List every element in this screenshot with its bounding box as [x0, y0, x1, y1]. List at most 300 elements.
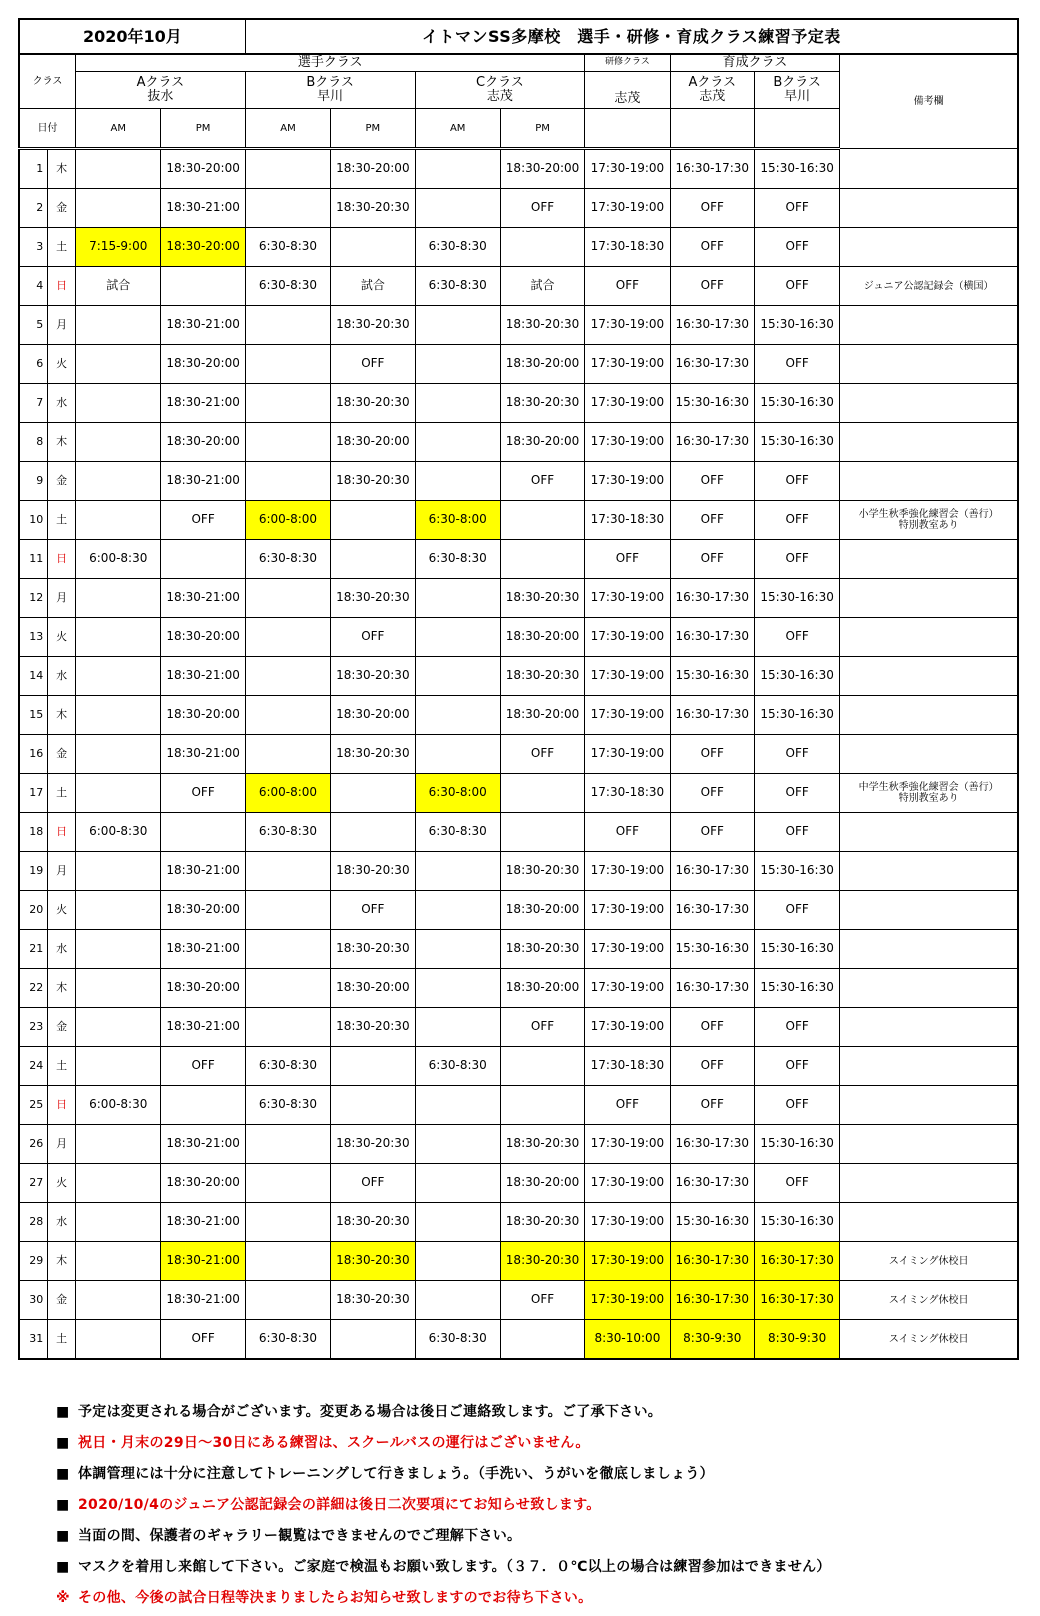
- table-row: [19, 891, 1018, 930]
- notice-item: [56, 1522, 1016, 1553]
- day-of-week: 土: [48, 774, 76, 813]
- cell-senshu-b-am: [245, 1281, 330, 1320]
- cell-ikusei-a: 15:30-16:30: [670, 930, 754, 969]
- ikusei-b-coach: 早川: [784, 89, 811, 104]
- cell-ikusei-b: 16:30-17:30: [754, 1281, 839, 1320]
- cell-kenshu: 17:30-19:00: [585, 384, 670, 423]
- table-row: [19, 1164, 1018, 1203]
- notice-text: 2020/10/4のジュニア公認記録会の詳細は後日二次要項にてお知らせ致します。: [78, 1497, 601, 1513]
- day-number: 3: [19, 228, 48, 267]
- senshu-c-pm: PM: [500, 109, 584, 149]
- cell-senshu-c-pm: 18:30-20:00: [500, 891, 584, 930]
- cell-senshu-a-am: [76, 462, 161, 501]
- table-row: [19, 1125, 1018, 1164]
- remarks-cell: [840, 462, 1018, 501]
- cell-senshu-a-am: [76, 891, 161, 930]
- cell-ikusei-b: 15:30-16:30: [754, 852, 839, 891]
- day-of-week: 土: [48, 501, 76, 540]
- cell-kenshu: 17:30-19:00: [585, 657, 670, 696]
- day-number: 19: [19, 852, 48, 891]
- cell-kenshu: 17:30-19:00: [585, 579, 670, 618]
- notice-item: [56, 1460, 1016, 1491]
- day-number: 11: [19, 540, 48, 579]
- ikusei-group-header: 育成クラス: [670, 54, 840, 72]
- remarks-cell: スイミング休校日: [840, 1281, 1018, 1320]
- cell-senshu-c-am: [415, 1281, 500, 1320]
- cell-ikusei-a: OFF: [670, 774, 754, 813]
- day-of-week: 土: [48, 1047, 76, 1086]
- cell-ikusei-a: 16:30-17:30: [670, 696, 754, 735]
- remarks-cell: [840, 930, 1018, 969]
- square-bullet-icon: ■: [56, 1528, 70, 1544]
- cell-ikusei-b: 15:30-16:30: [754, 1125, 839, 1164]
- remarks-cell: [840, 696, 1018, 735]
- day-of-week: 日: [48, 267, 76, 306]
- cell-senshu-a-pm: 18:30-20:00: [161, 891, 245, 930]
- remarks-cell: [840, 891, 1018, 930]
- day-of-week: 金: [48, 735, 76, 774]
- cell-kenshu: 8:30-10:00: [585, 1320, 670, 1360]
- cell-senshu-c-pm: [500, 1086, 584, 1125]
- cell-senshu-b-am: 6:30-8:30: [245, 228, 330, 267]
- cell-ikusei-a: 16:30-17:30: [670, 579, 754, 618]
- cell-senshu-c-pm: [500, 1047, 584, 1086]
- cell-senshu-a-pm: 18:30-21:00: [161, 657, 245, 696]
- day-of-week: 金: [48, 1008, 76, 1047]
- cell-ikusei-a: 15:30-16:30: [670, 384, 754, 423]
- cell-senshu-b-pm: 18:30-20:30: [331, 657, 415, 696]
- cell-senshu-c-pm: OFF: [500, 1008, 584, 1047]
- senshu-b-pm: PM: [331, 109, 415, 149]
- cell-senshu-a-pm: 18:30-20:00: [161, 618, 245, 657]
- cell-senshu-a-am: [76, 696, 161, 735]
- cell-senshu-c-am: [415, 149, 500, 189]
- cell-kenshu: 17:30-19:00: [585, 735, 670, 774]
- day-number: 21: [19, 930, 48, 969]
- cell-ikusei-a: 16:30-17:30: [670, 891, 754, 930]
- cell-senshu-c-pm: OFF: [500, 735, 584, 774]
- day-number: 8: [19, 423, 48, 462]
- cell-senshu-c-am: [415, 852, 500, 891]
- cell-senshu-b-am: [245, 345, 330, 384]
- cell-kenshu: 17:30-19:00: [585, 1242, 670, 1281]
- cell-senshu-a-am: [76, 501, 161, 540]
- cell-senshu-a-pm: 18:30-21:00: [161, 1008, 245, 1047]
- day-number: 9: [19, 462, 48, 501]
- cell-senshu-b-pm: 18:30-20:30: [331, 306, 415, 345]
- cell-ikusei-a: OFF: [670, 462, 754, 501]
- cell-senshu-b-pm: 18:30-20:30: [331, 1281, 415, 1320]
- cell-senshu-b-am: 6:00-8:00: [245, 501, 330, 540]
- kenshu-coach: 志茂: [614, 90, 641, 106]
- day-number: 10: [19, 501, 48, 540]
- cell-senshu-c-am: [415, 735, 500, 774]
- cell-senshu-a-pm: [161, 813, 245, 852]
- cell-ikusei-a: OFF: [670, 735, 754, 774]
- cell-senshu-c-am: [415, 1203, 500, 1242]
- cell-ikusei-a: 16:30-17:30: [670, 1125, 754, 1164]
- cell-senshu-c-am: [415, 579, 500, 618]
- cell-senshu-b-pm: 18:30-20:00: [331, 969, 415, 1008]
- day-of-week: 火: [48, 618, 76, 657]
- cell-senshu-b-pm: 18:30-20:00: [331, 696, 415, 735]
- cell-kenshu: 17:30-19:00: [585, 1125, 670, 1164]
- cell-senshu-c-am: [415, 1242, 500, 1281]
- cell-kenshu: OFF: [585, 813, 670, 852]
- cell-senshu-b-pm: 18:30-20:30: [331, 1203, 415, 1242]
- day-of-week: 木: [48, 969, 76, 1008]
- notice-text: その他、今後の試合日程等決まりましたらお知らせ致しますのでお待ち下さい。: [78, 1590, 593, 1606]
- cell-ikusei-b: 15:30-16:30: [754, 306, 839, 345]
- day-number: 18: [19, 813, 48, 852]
- cell-kenshu: 17:30-19:00: [585, 189, 670, 228]
- cell-kenshu: 17:30-19:00: [585, 930, 670, 969]
- day-of-week: 木: [48, 149, 76, 189]
- cell-ikusei-a: OFF: [670, 189, 754, 228]
- cell-senshu-c-am: [415, 345, 500, 384]
- header-row-groups: [19, 54, 1018, 72]
- cell-kenshu: OFF: [585, 540, 670, 579]
- day-number: 1: [19, 149, 48, 189]
- schedule-sheet: [18, 18, 1019, 1360]
- table-row: [19, 1320, 1018, 1360]
- cell-senshu-a-pm: 18:30-20:00: [161, 1164, 245, 1203]
- table-row: [19, 267, 1018, 306]
- cell-senshu-b-pm: OFF: [331, 345, 415, 384]
- cell-senshu-c-am: 6:30-8:30: [415, 267, 500, 306]
- senshu-a-pm: PM: [161, 109, 245, 149]
- cell-kenshu: 17:30-19:00: [585, 891, 670, 930]
- table-row: [19, 149, 1018, 189]
- cell-senshu-b-am: [245, 930, 330, 969]
- cell-senshu-a-pm: 18:30-21:00: [161, 1281, 245, 1320]
- cell-ikusei-b: 15:30-16:30: [754, 1203, 839, 1242]
- cell-senshu-a-pm: 18:30-21:00: [161, 930, 245, 969]
- ikusei-b-blank: [754, 109, 839, 149]
- cell-senshu-b-pm: 18:30-20:30: [331, 1242, 415, 1281]
- cell-senshu-a-pm: 18:30-21:00: [161, 1203, 245, 1242]
- cell-kenshu: OFF: [585, 267, 670, 306]
- cell-senshu-b-pm: 18:30-20:30: [331, 462, 415, 501]
- cell-ikusei-a: OFF: [670, 1047, 754, 1086]
- remarks-cell: [840, 228, 1018, 267]
- cell-ikusei-b: OFF: [754, 462, 839, 501]
- remarks-cell: [840, 540, 1018, 579]
- notice-text: 祝日・月末の29日～30日にある練習は、スクールバスの運行はございません。: [78, 1435, 590, 1451]
- cell-senshu-a-am: [76, 1008, 161, 1047]
- cell-kenshu: 17:30-19:00: [585, 1203, 670, 1242]
- cell-ikusei-b: OFF: [754, 813, 839, 852]
- day-number: 30: [19, 1281, 48, 1320]
- cell-kenshu: 17:30-18:30: [585, 501, 670, 540]
- table-row: [19, 540, 1018, 579]
- cell-senshu-b-am: [245, 735, 330, 774]
- cell-ikusei-a: OFF: [670, 813, 754, 852]
- cell-senshu-c-am: [415, 618, 500, 657]
- cell-senshu-a-pm: 18:30-20:00: [161, 149, 245, 189]
- cell-senshu-a-pm: 18:30-20:00: [161, 345, 245, 384]
- class-label: クラス: [19, 54, 76, 109]
- square-bullet-icon: ■: [56, 1559, 70, 1575]
- cell-senshu-c-pm: 18:30-20:30: [500, 1242, 584, 1281]
- cell-ikusei-a: 16:30-17:30: [670, 1281, 754, 1320]
- cell-senshu-c-am: 6:30-8:30: [415, 813, 500, 852]
- cell-senshu-a-am: [76, 1203, 161, 1242]
- cell-senshu-a-pm: 18:30-20:00: [161, 969, 245, 1008]
- table-row: [19, 1047, 1018, 1086]
- cell-senshu-b-pm: 18:30-20:30: [331, 1125, 415, 1164]
- cell-senshu-b-am: [245, 969, 330, 1008]
- senshu-b-header: [245, 72, 415, 109]
- day-number: 15: [19, 696, 48, 735]
- cell-senshu-b-am: [245, 384, 330, 423]
- square-bullet-icon: ■: [56, 1497, 70, 1513]
- cell-kenshu: 17:30-19:00: [585, 149, 670, 189]
- cell-senshu-c-pm: 18:30-20:30: [500, 657, 584, 696]
- cell-ikusei-b: 16:30-17:30: [754, 1242, 839, 1281]
- remarks-cell: [840, 579, 1018, 618]
- cell-senshu-a-pm: OFF: [161, 774, 245, 813]
- cell-senshu-b-am: [245, 891, 330, 930]
- cell-senshu-b-pm: 18:30-20:30: [331, 189, 415, 228]
- kenshu-blank: [585, 109, 670, 149]
- day-of-week: 月: [48, 579, 76, 618]
- cell-ikusei-b: OFF: [754, 228, 839, 267]
- cell-senshu-b-pm: [331, 540, 415, 579]
- cell-senshu-b-pm: OFF: [331, 891, 415, 930]
- cell-senshu-a-am: [76, 1164, 161, 1203]
- cell-ikusei-b: 15:30-16:30: [754, 149, 839, 189]
- table-row: [19, 1203, 1018, 1242]
- cell-senshu-c-am: [415, 891, 500, 930]
- cell-ikusei-b: 15:30-16:30: [754, 969, 839, 1008]
- kenshu-group-header: 研修クラス: [585, 54, 670, 72]
- cell-senshu-b-pm: [331, 813, 415, 852]
- cell-ikusei-b: 15:30-16:30: [754, 579, 839, 618]
- table-row: [19, 735, 1018, 774]
- cell-senshu-c-am: [415, 696, 500, 735]
- cell-kenshu: 17:30-18:30: [585, 228, 670, 267]
- cell-senshu-c-am: 6:30-8:30: [415, 540, 500, 579]
- square-bullet-icon: ■: [56, 1435, 70, 1451]
- day-number: 26: [19, 1125, 48, 1164]
- cell-ikusei-a: 16:30-17:30: [670, 618, 754, 657]
- cell-senshu-c-pm: 18:30-20:00: [500, 618, 584, 657]
- date-label: 日付: [19, 109, 76, 149]
- senshu-c-coach: 志茂: [486, 89, 513, 104]
- cell-senshu-c-pm: 18:30-20:00: [500, 696, 584, 735]
- cell-senshu-c-am: [415, 306, 500, 345]
- cell-senshu-a-pm: 18:30-21:00: [161, 306, 245, 345]
- day-number: 4: [19, 267, 48, 306]
- cell-ikusei-b: OFF: [754, 1047, 839, 1086]
- cell-senshu-b-pm: 18:30-20:30: [331, 384, 415, 423]
- cell-ikusei-b: 15:30-16:30: [754, 384, 839, 423]
- cell-kenshu: 17:30-18:30: [585, 774, 670, 813]
- cell-kenshu: 17:30-19:00: [585, 462, 670, 501]
- title-month: 2020年10月: [19, 19, 245, 54]
- cell-senshu-b-am: 6:30-8:30: [245, 540, 330, 579]
- cell-senshu-a-am: 試合: [76, 267, 161, 306]
- cell-kenshu: 17:30-19:00: [585, 1008, 670, 1047]
- cell-ikusei-b: OFF: [754, 345, 839, 384]
- day-of-week: 月: [48, 306, 76, 345]
- notice-item: [56, 1491, 1016, 1522]
- day-of-week: 水: [48, 384, 76, 423]
- cell-senshu-c-am: 6:30-8:30: [415, 1320, 500, 1360]
- cell-ikusei-b: 15:30-16:30: [754, 657, 839, 696]
- title-row: [19, 19, 1018, 54]
- cell-senshu-c-am: [415, 423, 500, 462]
- day-number: 16: [19, 735, 48, 774]
- cell-ikusei-b: OFF: [754, 189, 839, 228]
- remarks-cell: [840, 149, 1018, 189]
- cell-senshu-b-am: [245, 696, 330, 735]
- cell-senshu-c-pm: [500, 501, 584, 540]
- day-of-week: 水: [48, 930, 76, 969]
- notice-text: 体調管理には十分に注意してトレーニングして行きましょう。（手洗い、うがいを徹底しましょう）: [78, 1466, 714, 1482]
- cell-senshu-b-am: [245, 1203, 330, 1242]
- cell-ikusei-a: 15:30-16:30: [670, 1203, 754, 1242]
- ikusei-b-header: [754, 72, 839, 109]
- cell-senshu-b-pm: [331, 774, 415, 813]
- cell-senshu-b-am: [245, 618, 330, 657]
- cell-senshu-a-am: [76, 306, 161, 345]
- day-of-week: 水: [48, 657, 76, 696]
- cell-senshu-c-pm: 18:30-20:30: [500, 852, 584, 891]
- cell-senshu-a-pm: 18:30-21:00: [161, 735, 245, 774]
- table-row: [19, 306, 1018, 345]
- ikusei-b-class: Bクラス: [773, 74, 821, 90]
- day-number: 13: [19, 618, 48, 657]
- cell-senshu-b-am: [245, 657, 330, 696]
- remarks-cell: [840, 345, 1018, 384]
- cell-senshu-c-pm: OFF: [500, 1281, 584, 1320]
- senshu-a-coach: 抜水: [147, 89, 174, 104]
- cell-kenshu: 17:30-19:00: [585, 618, 670, 657]
- remarks-cell: [840, 969, 1018, 1008]
- ikusei-a-class: Aクラス: [688, 74, 737, 90]
- cell-senshu-c-pm: [500, 228, 584, 267]
- day-of-week: 火: [48, 1164, 76, 1203]
- cell-senshu-b-am: [245, 149, 330, 189]
- cell-senshu-c-pm: 18:30-20:00: [500, 345, 584, 384]
- cell-senshu-a-am: [76, 345, 161, 384]
- cell-senshu-b-pm: 18:30-20:30: [331, 852, 415, 891]
- cell-kenshu: 17:30-19:00: [585, 1164, 670, 1203]
- cell-senshu-b-pm: 18:30-20:00: [331, 149, 415, 189]
- cell-ikusei-b: OFF: [754, 774, 839, 813]
- table-row: [19, 462, 1018, 501]
- remarks-cell: ジュニア公認記録会（横国）: [840, 267, 1018, 306]
- day-of-week: 金: [48, 1281, 76, 1320]
- table-row: [19, 618, 1018, 657]
- table-row: [19, 930, 1018, 969]
- cell-senshu-a-am: [76, 1047, 161, 1086]
- cell-ikusei-a: 16:30-17:30: [670, 852, 754, 891]
- remarks-cell: [840, 1008, 1018, 1047]
- table-row: [19, 501, 1018, 540]
- cell-ikusei-a: 16:30-17:30: [670, 306, 754, 345]
- remarks-cell: 小学生秋季強化練習会（善行） 特別教室あり: [840, 501, 1018, 540]
- cell-senshu-c-pm: 18:30-20:30: [500, 1125, 584, 1164]
- table-row: [19, 1242, 1018, 1281]
- cell-senshu-b-pm: 18:30-20:30: [331, 930, 415, 969]
- cell-senshu-c-am: [415, 384, 500, 423]
- table-row: [19, 657, 1018, 696]
- cell-ikusei-b: OFF: [754, 618, 839, 657]
- day-of-week: 日: [48, 813, 76, 852]
- table-row: [19, 345, 1018, 384]
- cell-senshu-c-pm: 18:30-20:00: [500, 423, 584, 462]
- cell-senshu-a-am: [76, 930, 161, 969]
- cell-senshu-a-am: [76, 423, 161, 462]
- cell-senshu-c-am: 6:30-8:00: [415, 501, 500, 540]
- cell-senshu-a-pm: 18:30-20:00: [161, 696, 245, 735]
- cell-ikusei-a: OFF: [670, 501, 754, 540]
- cell-kenshu: 17:30-18:30: [585, 1047, 670, 1086]
- cell-senshu-a-pm: [161, 267, 245, 306]
- cell-ikusei-a: 15:30-16:30: [670, 657, 754, 696]
- remarks-cell: [840, 735, 1018, 774]
- cell-senshu-a-pm: OFF: [161, 501, 245, 540]
- day-of-week: 火: [48, 891, 76, 930]
- cell-senshu-b-am: [245, 579, 330, 618]
- senshu-b-coach: 早川: [317, 89, 344, 104]
- cell-senshu-c-pm: 18:30-20:30: [500, 384, 584, 423]
- cell-senshu-c-am: [415, 1086, 500, 1125]
- senshu-c-header: [415, 72, 585, 109]
- cell-senshu-a-am: [76, 735, 161, 774]
- cell-senshu-a-pm: [161, 1086, 245, 1125]
- cell-senshu-a-pm: 18:30-21:00: [161, 579, 245, 618]
- remarks-cell: [840, 1203, 1018, 1242]
- cell-senshu-a-pm: 18:30-20:00: [161, 423, 245, 462]
- cell-senshu-c-am: [415, 1008, 500, 1047]
- cell-senshu-a-am: 7:15-9:00: [76, 228, 161, 267]
- day-number: 24: [19, 1047, 48, 1086]
- cell-kenshu: 17:30-19:00: [585, 306, 670, 345]
- remarks-cell: [840, 1086, 1018, 1125]
- cell-ikusei-b: OFF: [754, 267, 839, 306]
- cell-senshu-a-am: [76, 774, 161, 813]
- cell-senshu-c-pm: [500, 774, 584, 813]
- cell-ikusei-a: 16:30-17:30: [670, 1164, 754, 1203]
- cell-kenshu: 17:30-19:00: [585, 423, 670, 462]
- cell-senshu-c-pm: [500, 1320, 584, 1360]
- cell-ikusei-b: OFF: [754, 1086, 839, 1125]
- remarks-cell: [840, 657, 1018, 696]
- cell-ikusei-a: OFF: [670, 540, 754, 579]
- cell-senshu-a-pm: OFF: [161, 1320, 245, 1360]
- cell-kenshu: OFF: [585, 1086, 670, 1125]
- cell-senshu-b-pm: 18:30-20:30: [331, 1008, 415, 1047]
- cell-kenshu: 17:30-19:00: [585, 696, 670, 735]
- cell-senshu-a-pm: 18:30-21:00: [161, 462, 245, 501]
- day-number: 6: [19, 345, 48, 384]
- cell-ikusei-b: 8:30-9:30: [754, 1320, 839, 1360]
- cell-senshu-c-pm: 18:30-20:00: [500, 149, 584, 189]
- senshu-a-class: Aクラス: [136, 74, 185, 90]
- cell-senshu-b-am: 6:30-8:30: [245, 1047, 330, 1086]
- day-of-week: 日: [48, 1086, 76, 1125]
- cell-senshu-a-am: [76, 969, 161, 1008]
- table-row: [19, 228, 1018, 267]
- cell-senshu-b-am: 6:30-8:30: [245, 1320, 330, 1360]
- cell-senshu-c-pm: [500, 813, 584, 852]
- cell-senshu-b-am: [245, 462, 330, 501]
- day-of-week: 土: [48, 1320, 76, 1360]
